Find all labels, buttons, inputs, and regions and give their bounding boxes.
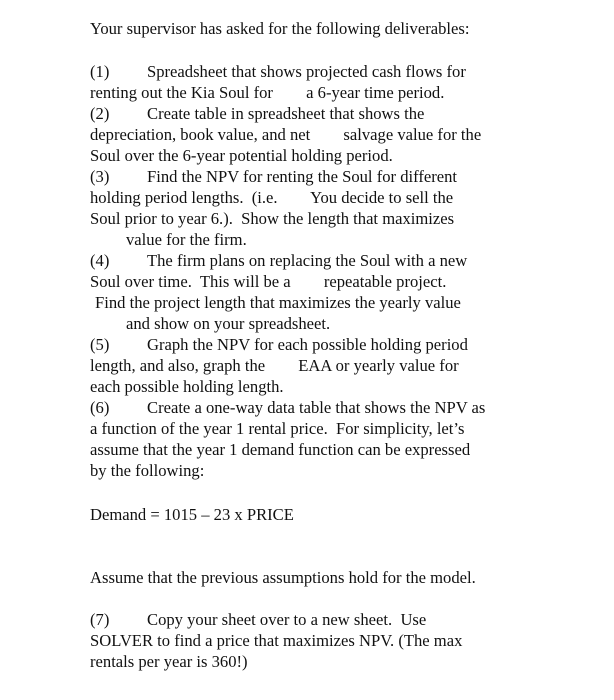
item-3-number: (3) — [90, 167, 110, 186]
item-5-line-1: Graph the NPV for each possible holding period — [147, 335, 468, 354]
item-5-line-2: length, and also, graph the EAA or yearly value for — [90, 356, 459, 375]
item-7-line-2: SOLVER to find a price that maximizes NPV. (The max — [90, 631, 463, 650]
item-5-line-3: each possible holding length. — [90, 377, 284, 396]
item-6-line-1: Create a one-way data table that shows the NPV as — [147, 398, 486, 417]
assumption-text: Assume that the previous assumptions hold for the model. — [90, 568, 476, 587]
item-6-number: (6) — [90, 398, 110, 417]
item-7-line-3: rentals per year is 360!) — [90, 652, 248, 671]
item-1-line-1: Spreadsheet that shows projected cash flows for — [147, 62, 466, 81]
item-7-line-1: Copy your sheet over to a new sheet. Use — [147, 610, 427, 629]
item-1-number: (1) — [90, 62, 110, 81]
item-3-line-3: Soul prior to year 6.). Show the length that maximizes — [90, 209, 455, 228]
item-3-line-2: holding period lengths. (i.e. You decide to sell the — [90, 188, 454, 207]
item-4-line-4: and show on your spreadsheet. — [126, 314, 331, 333]
item-4-line-1: The firm plans on replacing the Soul with a new — [147, 251, 468, 270]
item-2-line-2: depreciation, book value, and net salvage value for the — [90, 125, 482, 144]
item-6-line-2: a function of the year 1 rental price. For simplicity, let’s — [90, 419, 465, 438]
item-4-number: (4) — [90, 251, 110, 270]
demand-equation: Demand = 1015 – 23 x PRICE — [90, 505, 294, 524]
item-7-number: (7) — [90, 610, 110, 629]
item-3-line-1: Find the NPV for renting the Soul for different — [147, 167, 458, 186]
item-1-line-2: renting out the Kia Soul for a 6-year time period. — [90, 83, 445, 102]
item-2-line-1: Create table in spreadsheet that shows the — [147, 104, 425, 123]
heading: Your supervisor has asked for the following deliverables: — [90, 19, 470, 38]
item-4-line-3: Find the project length that maximizes the yearly value — [95, 293, 461, 312]
item-2-number: (2) — [90, 104, 110, 123]
item-6-line-4: by the following: — [90, 461, 205, 480]
item-3-line-4: value for the firm. — [126, 230, 247, 249]
item-2-line-3: Soul over the 6-year potential holding period. — [90, 146, 393, 165]
item-6-line-3: assume that the year 1 demand function can be expressed — [90, 440, 471, 459]
item-5-number: (5) — [90, 335, 110, 354]
item-4-line-2: Soul over time. This will be a repeatable project. — [90, 272, 447, 291]
